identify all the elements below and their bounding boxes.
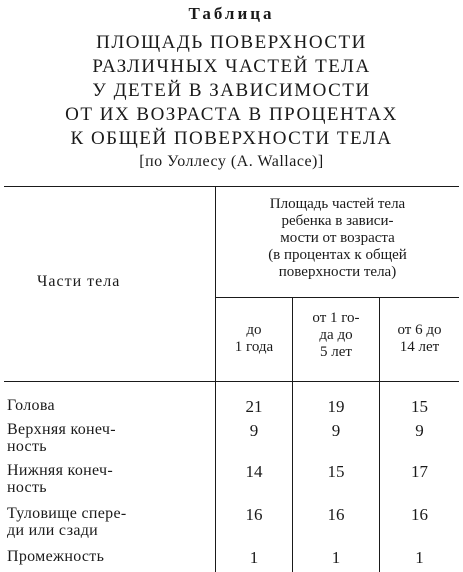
row-label-line: ди или сзади [7,522,99,539]
title-line: РАЗЛИЧНЫХ ЧАСТЕЙ ТЕЛА [92,56,371,77]
cell-value: 15 [327,462,345,481]
row-label-perineum [7,548,104,565]
column-header-age-3 [380,322,459,356]
cell-value: 16 [327,505,345,524]
cell-value: 9 [331,421,341,440]
group-header-line: (в процентах к общей [268,247,407,263]
age-header-line: 5 лет [320,344,352,360]
title-line: У ДЕТЕЙ В ЗАВИСИМОСТИ [92,80,371,101]
group-header-line: ребенка в зависи- [281,213,394,229]
row-label-line: Нижняя конеч- [7,462,113,479]
group-header-line: Площадь частей тела [269,196,406,212]
row-label-lower-limb [7,462,113,496]
age-header-line: да до [319,327,353,343]
cell-value: 1 [331,548,341,567]
cell-value: 1 [249,548,259,567]
age-header-line: до [246,322,262,338]
title-line: К ОБЩЕЙ ПОВЕРХНОСТИ ТЕЛА [70,128,393,149]
header-bottom-rule [4,381,459,382]
cell-value: 15 [411,397,428,416]
row-label-line: Туловище спере- [7,505,127,522]
cell-value: 14 [245,462,263,481]
cell-value: 21 [245,397,263,416]
row-label-line: Голова [7,397,55,414]
table-top-rule [4,186,459,187]
table-title [0,31,463,151]
source-citation: [по Уоллесу (A. Wallace)] [139,153,324,170]
row-label-line: ность [7,479,47,496]
column-header-age-1 [216,322,292,356]
age-header-line: от 6 до [397,322,442,338]
group-header-line: поверхности тела) [278,264,397,280]
age-header-line: от 1 го- [312,310,360,326]
row-label-head [7,397,55,414]
title-line: ОТ ИХ ВОЗРАСТА В ПРОЦЕНТАХ [65,104,398,125]
cell-value: 17 [411,462,428,481]
column-header-age-2 [293,310,379,361]
cell-value: 16 [245,505,263,524]
row-label-upper-limb [7,421,116,455]
group-header-line: мости от возраста [280,230,395,246]
age-header-line: 1 года [234,339,274,355]
group-header-rule [215,297,459,298]
column-header-body-parts: Части тела [37,273,121,290]
cell-value: 9 [249,421,259,440]
age-header-line: 14 лет [399,339,440,355]
table-heading: Таблица [188,4,275,23]
cell-value: 1 [415,548,424,567]
cell-value: 19 [327,397,345,416]
column-group-header [216,196,459,281]
row-label-line: Верхняя конеч- [7,421,116,438]
title-line: ПЛОЩАДЬ ПОВЕРХНОСТИ [96,32,367,53]
cell-value: 9 [415,421,424,440]
cell-value: 16 [411,505,428,524]
row-label-line: Промежность [7,548,105,565]
row-label-line: ность [7,438,47,455]
row-label-trunk [7,505,127,539]
